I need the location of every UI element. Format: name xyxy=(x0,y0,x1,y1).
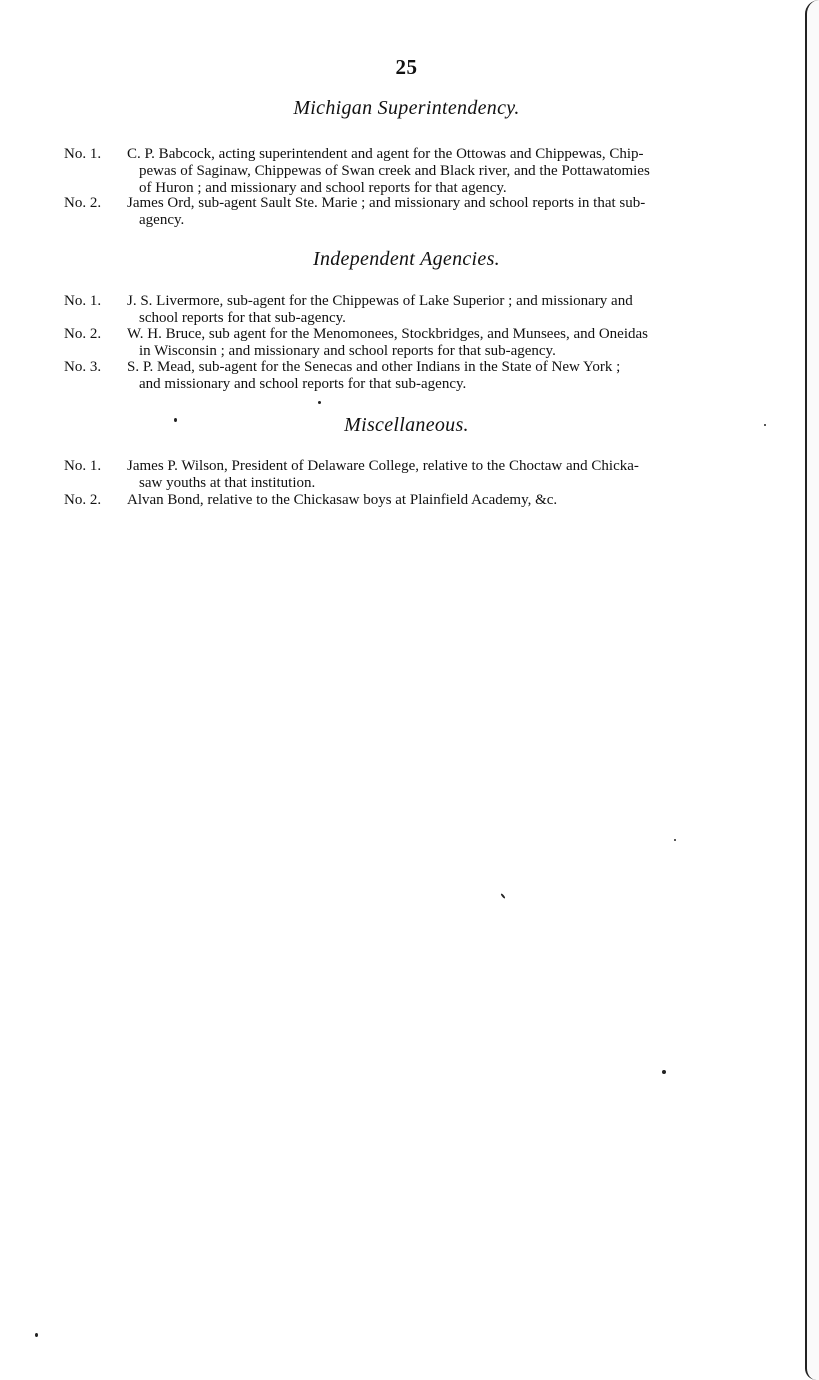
ink-speck xyxy=(674,839,676,841)
ink-speck xyxy=(500,893,505,899)
entry-text-line: S. P. Mead, sub-agent for the Senecas and other Indians in the State of New York ; xyxy=(127,359,621,375)
entry-text-line: W. H. Bruce, sub agent for the Menomonees, Stockbridges, and Munsees, and Oneidas xyxy=(127,326,649,342)
list-item xyxy=(64,146,758,197)
entry-number: No. 1. xyxy=(64,146,102,162)
ink-speck xyxy=(318,401,321,404)
page-edge xyxy=(805,0,819,1380)
entry-text-line: Alvan Bond, relative to the Chickasaw boys at Plainfield Academy, &c. xyxy=(127,492,558,508)
entry-number: No. 3. xyxy=(64,359,102,375)
ink-speck xyxy=(35,1333,38,1337)
section-heading-miscellaneous: Miscellaneous. xyxy=(344,414,469,436)
section-heading-independent-agencies: Independent Agencies. xyxy=(313,248,500,270)
page-number: 25 xyxy=(395,55,418,79)
entry-text-line: James Ord, sub-agent Sault Ste. Marie ; and missionary and school reports in that sub- xyxy=(127,195,646,211)
ink-speck xyxy=(174,418,177,422)
list-item xyxy=(64,326,758,360)
entry-text-line: school reports for that sub-agency. xyxy=(139,310,346,326)
list-item xyxy=(64,458,758,492)
entry-text-line: of Huron ; and missionary and school reports for that agency. xyxy=(139,180,507,196)
entry-text-line: J. S. Livermore, sub-agent for the Chippewas of Lake Superior ; and missionary and xyxy=(127,293,633,309)
entry-number: No. 2. xyxy=(64,492,102,508)
entry-number: No. 1. xyxy=(64,458,102,474)
entry-text-line: agency. xyxy=(139,212,185,228)
section-heading-michigan-superintendency: Michigan Superintendency. xyxy=(293,97,520,119)
ink-speck xyxy=(764,424,766,426)
entry-number: No. 1. xyxy=(64,293,102,309)
entry-text-line: saw youths at that institution. xyxy=(139,475,316,491)
entry-number: No. 2. xyxy=(64,195,102,211)
entry-text-line: James P. Wilson, President of Delaware College, relative to the Choctaw and Chicka- xyxy=(127,458,639,474)
list-item xyxy=(64,492,758,509)
entry-text-line: C. P. Babcock, acting superintendent and agent for the Ottowas and Chippewas, Chip- xyxy=(127,146,644,162)
entry-number: No. 2. xyxy=(64,326,102,342)
entry-text-line: and missionary and school reports for that sub-agency. xyxy=(139,376,467,392)
list-item xyxy=(64,359,758,393)
entry-text-line: pewas of Saginaw, Chippewas of Swan creek and Black river, and the Pottawatomies xyxy=(139,163,650,179)
list-item xyxy=(64,195,758,229)
ink-speck xyxy=(662,1070,666,1074)
entry-text-line: in Wisconsin ; and missionary and school reports for that sub-agency. xyxy=(139,343,556,359)
list-item xyxy=(64,293,758,327)
